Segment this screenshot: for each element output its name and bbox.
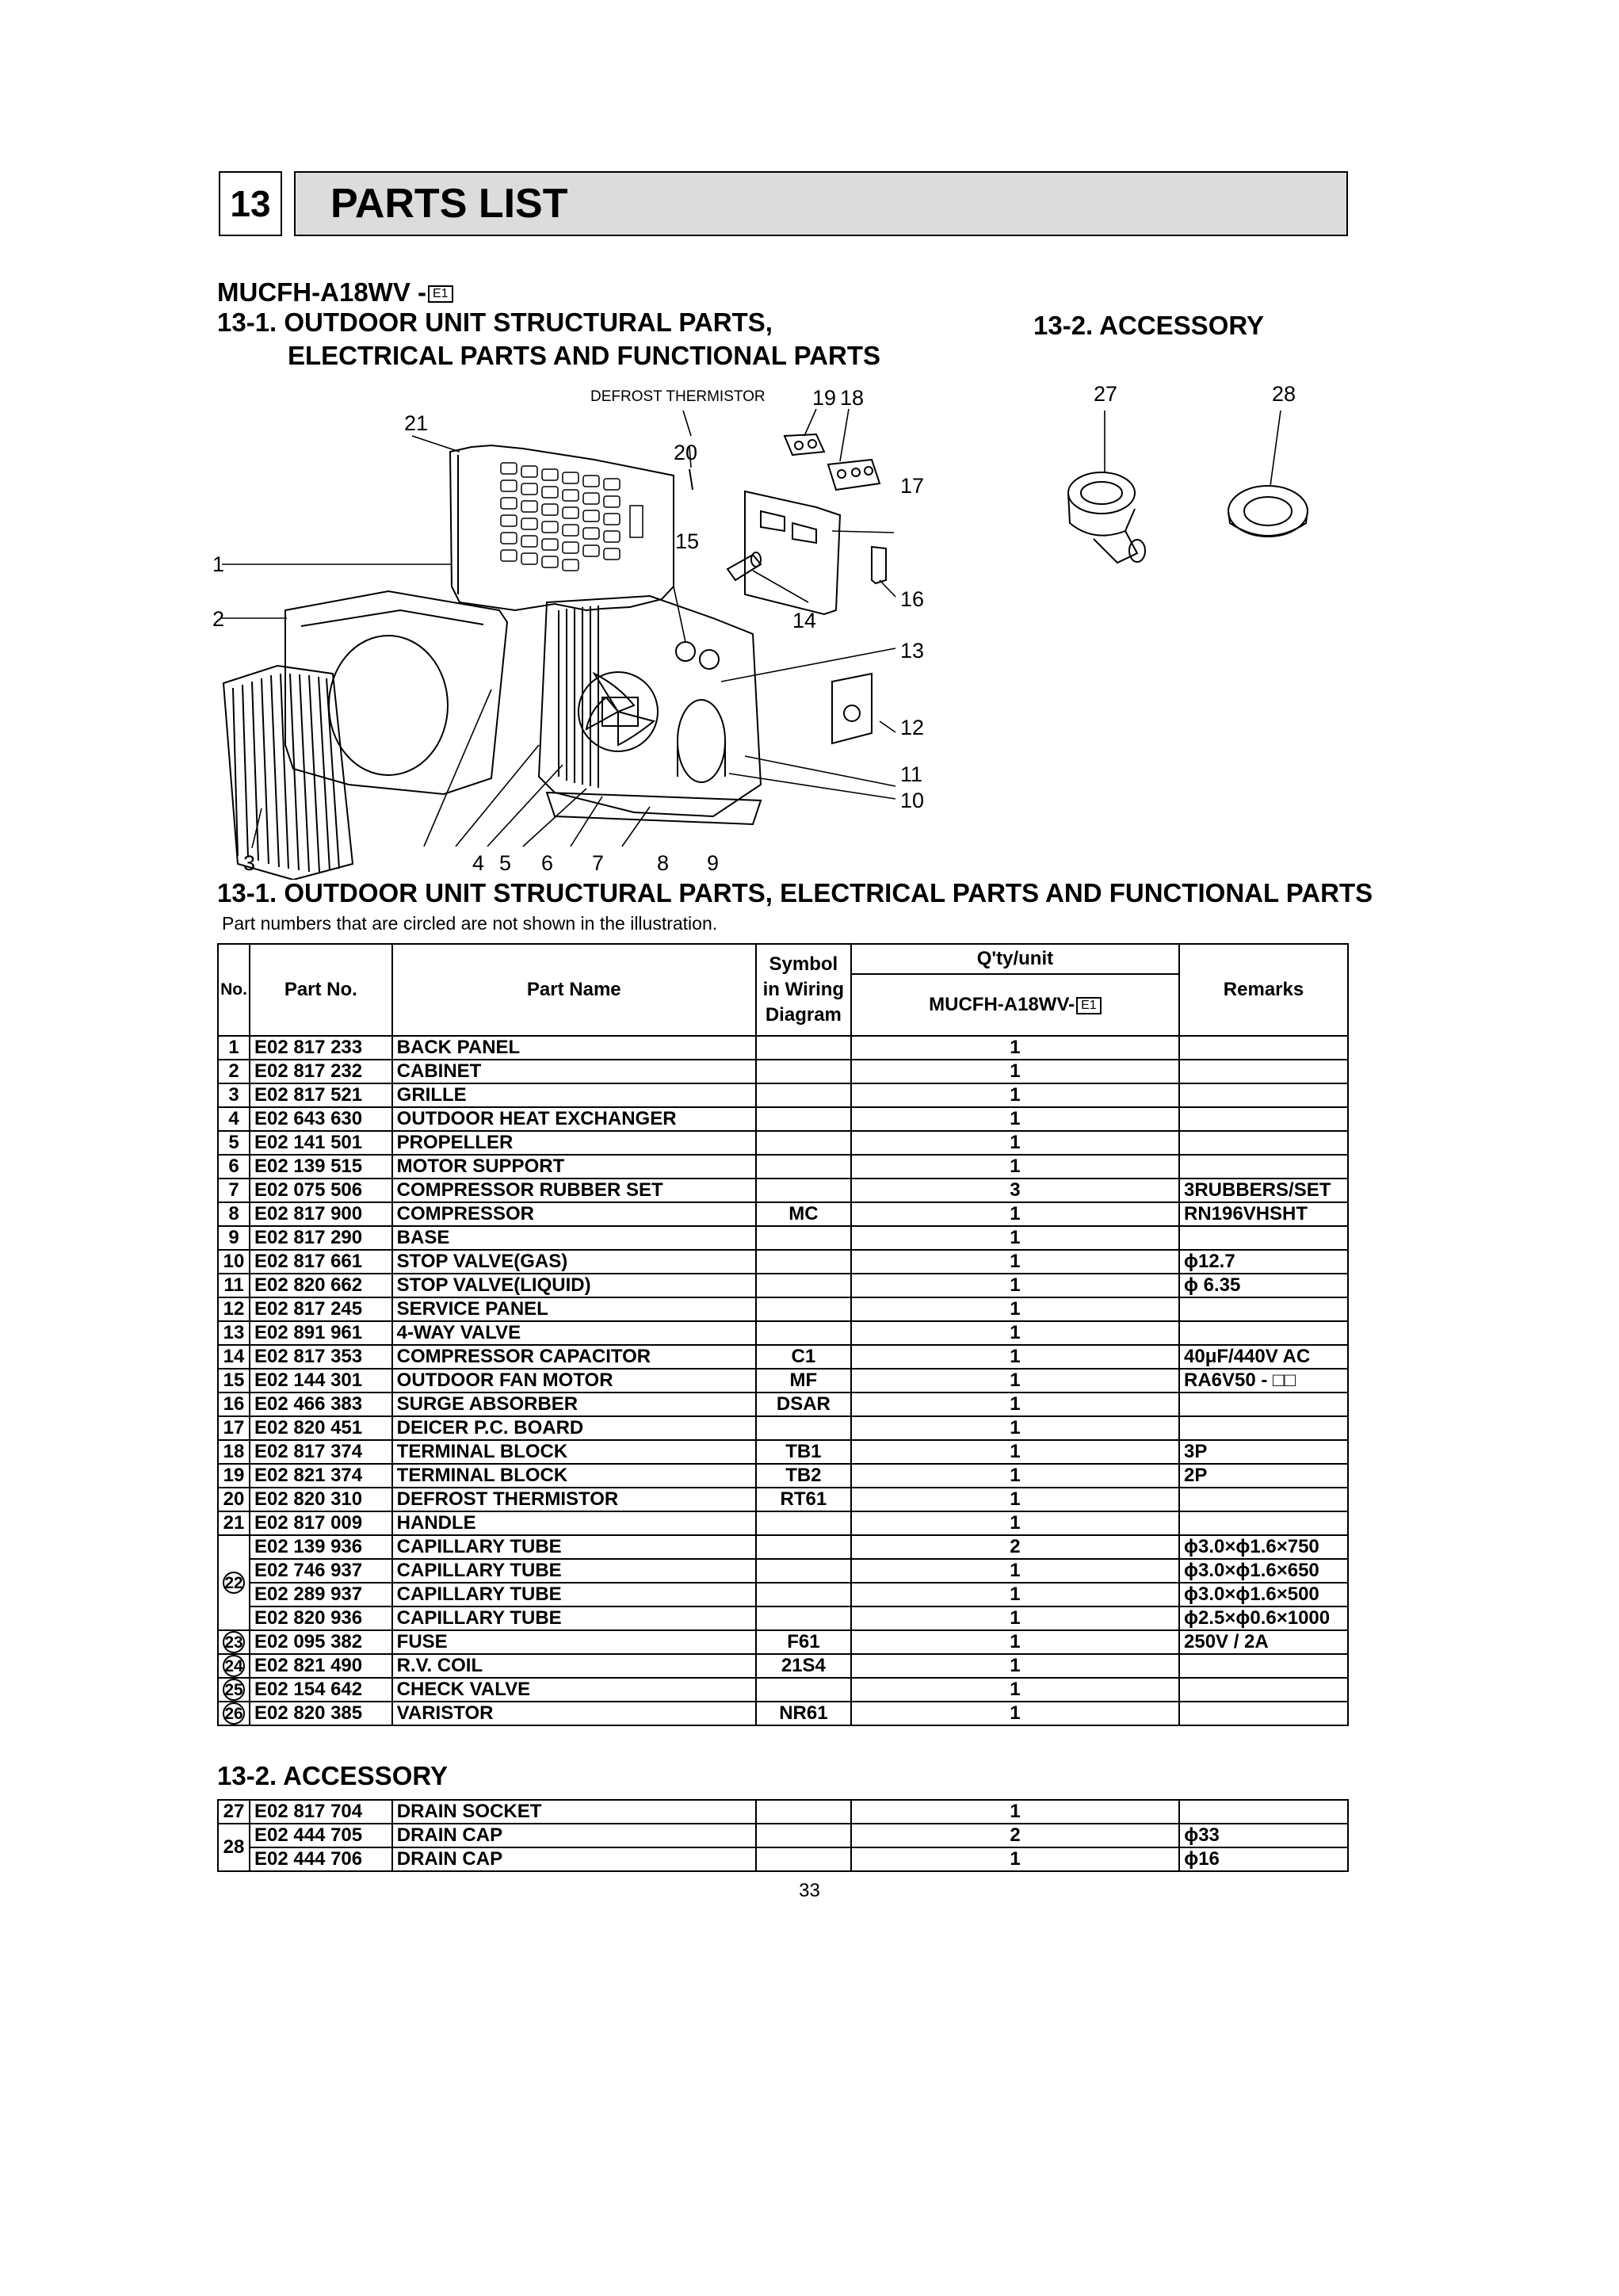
remarks: 250V / 2A — [1179, 1630, 1348, 1654]
row-number: 16 — [218, 1392, 250, 1416]
wiring-symbol: RT61 — [756, 1488, 851, 1511]
circled-row-number: 24 — [223, 1655, 245, 1677]
remarks: 40μF/440V AC — [1179, 1345, 1348, 1369]
col-symbol — [756, 944, 851, 1036]
row-number: 13 — [218, 1321, 250, 1345]
row-number: 18 — [218, 1440, 250, 1464]
table-row — [218, 1654, 1348, 1678]
row-number: 5 — [218, 1131, 250, 1155]
remarks: ϕ16 — [1179, 1847, 1348, 1871]
wiring-symbol: DSAR — [756, 1392, 851, 1416]
wiring-symbol — [756, 1155, 851, 1179]
table-row — [218, 1535, 1348, 1559]
part-name: DEICER P.C. BOARD — [392, 1416, 756, 1440]
part-number: E02 139 936 — [250, 1535, 392, 1559]
accessory-table — [217, 1799, 1349, 1872]
row-number: 7 — [218, 1179, 250, 1202]
callout-8: 8 — [657, 851, 670, 875]
remarks: 2P — [1179, 1464, 1348, 1488]
part-name: CAPILLARY TUBE — [392, 1535, 756, 1559]
callout-4: 4 — [472, 851, 485, 875]
part-number: E02 820 310 — [250, 1488, 392, 1511]
page-number: 33 — [799, 1880, 820, 1901]
table-row — [218, 1440, 1348, 1464]
part-number: E02 289 937 — [250, 1583, 392, 1606]
part-name: CAPILLARY TUBE — [392, 1606, 756, 1630]
table-row — [218, 1824, 1348, 1847]
quantity: 1 — [851, 1559, 1179, 1583]
row-number: 9 — [218, 1226, 250, 1250]
remarks: RN196VHSHT — [1179, 1202, 1348, 1226]
part-name: CHECK VALVE — [392, 1678, 756, 1702]
part-name: OUTDOOR HEAT EXCHANGER — [392, 1107, 756, 1131]
remarks — [1179, 1488, 1348, 1511]
wiring-symbol — [756, 1847, 851, 1871]
part-name: TERMINAL BLOCK — [392, 1464, 756, 1488]
part-number: E02 643 630 — [250, 1107, 392, 1131]
remarks — [1179, 1060, 1348, 1083]
quantity: 1 — [851, 1345, 1179, 1369]
row-number: 27 — [218, 1800, 250, 1824]
remarks — [1179, 1083, 1348, 1107]
wiring-symbol — [756, 1179, 851, 1202]
callout-18: 18 — [840, 386, 865, 410]
row-number: 14 — [218, 1345, 250, 1369]
callout-11: 11 — [900, 762, 923, 786]
part-name: SERVICE PANEL — [392, 1297, 756, 1321]
row-number — [218, 1654, 250, 1678]
part-number: E02 817 900 — [250, 1202, 392, 1226]
remarks: ϕ33 — [1179, 1824, 1348, 1847]
row-number: 2 — [218, 1060, 250, 1083]
part-number: E02 817 245 — [250, 1297, 392, 1321]
part-name: DRAIN CAP — [392, 1847, 756, 1871]
row-number: 12 — [218, 1297, 250, 1321]
wiring-symbol: NR61 — [756, 1702, 851, 1725]
callout-5: 5 — [499, 851, 512, 875]
quantity: 1 — [851, 1847, 1179, 1871]
table-row — [218, 1202, 1348, 1226]
row-number: 3 — [218, 1083, 250, 1107]
table-row — [218, 1678, 1348, 1702]
part-name: TERMINAL BLOCK — [392, 1440, 756, 1464]
part-number: E02 817 704 — [250, 1800, 392, 1824]
quantity: 1 — [851, 1678, 1179, 1702]
chassis-drawing — [539, 596, 761, 824]
quantity: 1 — [851, 1800, 1179, 1824]
col-model — [851, 974, 1179, 1036]
col-no: No. — [218, 944, 250, 1036]
remarks — [1179, 1226, 1348, 1250]
row-number — [218, 1702, 250, 1725]
row-number — [218, 1678, 250, 1702]
callout-20: 20 — [674, 441, 698, 464]
model-suffix-box: E1 — [428, 285, 453, 303]
part-name: 4-WAY VALVE — [392, 1321, 756, 1345]
remarks — [1179, 1107, 1348, 1131]
part-number: E02 444 706 — [250, 1847, 392, 1871]
remarks: RA6V50 - □□ — [1179, 1369, 1348, 1392]
remarks: ϕ 6.35 — [1179, 1274, 1348, 1297]
row-number: 17 — [218, 1416, 250, 1440]
part-number: E02 820 451 — [250, 1416, 392, 1440]
table-row — [218, 1559, 1348, 1583]
quantity: 2 — [851, 1535, 1179, 1559]
callout-27: 27 — [1094, 382, 1118, 406]
callout-12: 12 — [900, 716, 925, 739]
row-number: 1 — [218, 1036, 250, 1060]
callout-10: 10 — [900, 789, 925, 812]
remarks — [1179, 1800, 1348, 1824]
part-name: STOP VALVE(LIQUID) — [392, 1274, 756, 1297]
part-name: CAPILLARY TUBE — [392, 1583, 756, 1606]
quantity: 1 — [851, 1511, 1179, 1535]
wiring-symbol: MF — [756, 1369, 851, 1392]
table-row — [218, 1274, 1348, 1297]
quantity: 1 — [851, 1060, 1179, 1083]
remarks: ϕ12.7 — [1179, 1250, 1348, 1274]
table-row — [218, 1107, 1348, 1131]
quantity: 3 — [851, 1179, 1179, 1202]
quantity: 1 — [851, 1155, 1179, 1179]
part-name: BASE — [392, 1226, 756, 1250]
table-row — [218, 1369, 1348, 1392]
part-number: E02 820 662 — [250, 1274, 392, 1297]
part-number: E02 817 521 — [250, 1083, 392, 1107]
row-number — [218, 1535, 250, 1630]
remarks — [1179, 1678, 1348, 1702]
parts-table-body — [218, 1036, 1348, 1725]
quantity: 1 — [851, 1321, 1179, 1345]
callout-6: 6 — [541, 851, 554, 875]
wiring-symbol — [756, 1559, 851, 1583]
page-title: PARTS LIST — [294, 171, 1348, 236]
wiring-symbol — [756, 1321, 851, 1345]
wiring-symbol — [756, 1800, 851, 1824]
wiring-symbol: F61 — [756, 1630, 851, 1654]
table-row — [218, 1226, 1348, 1250]
col-qty: Q'ty/unit — [851, 944, 1179, 974]
table-row — [218, 1488, 1348, 1511]
wiring-symbol: C1 — [756, 1345, 851, 1369]
quantity: 1 — [851, 1702, 1179, 1725]
table-row — [218, 1297, 1348, 1321]
quantity: 1 — [851, 1369, 1179, 1392]
part-number: E02 817 233 — [250, 1036, 392, 1060]
table-row — [218, 1155, 1348, 1179]
part-name: R.V. COIL — [392, 1654, 756, 1678]
callout-7: 7 — [592, 851, 605, 875]
quantity: 1 — [851, 1036, 1179, 1060]
section-1-heading-line1: 13-1. OUTDOOR UNIT STRUCTURAL PARTS, — [217, 308, 773, 337]
wiring-symbol — [756, 1060, 851, 1083]
quantity: 1 — [851, 1583, 1179, 1606]
quantity: 1 — [851, 1202, 1179, 1226]
table-row — [218, 1345, 1348, 1369]
remarks — [1179, 1654, 1348, 1678]
model-heading — [217, 277, 453, 308]
part-name: PROPELLER — [392, 1131, 756, 1155]
part-number: E02 817 232 — [250, 1060, 392, 1083]
table-row — [218, 1321, 1348, 1345]
parts-table — [217, 943, 1349, 1726]
part-name: FUSE — [392, 1630, 756, 1654]
part-name: STOP VALVE(GAS) — [392, 1250, 756, 1274]
defrost-thermistor-label: DEFROST THERMISTOR — [590, 388, 766, 405]
quantity: 1 — [851, 1226, 1179, 1250]
row-number: 6 — [218, 1155, 250, 1179]
wiring-symbol — [756, 1226, 851, 1250]
wiring-symbol — [756, 1824, 851, 1847]
remarks — [1179, 1297, 1348, 1321]
wiring-symbol — [756, 1535, 851, 1559]
table-note: Part numbers that are circled are not shown in the illustration. — [222, 913, 718, 934]
table-row — [218, 1416, 1348, 1440]
remarks — [1179, 1511, 1348, 1535]
quantity: 1 — [851, 1416, 1179, 1440]
wiring-symbol — [756, 1297, 851, 1321]
table-row — [218, 1606, 1348, 1630]
row-number: 19 — [218, 1464, 250, 1488]
callout-19: 19 — [812, 386, 837, 410]
callout-14: 14 — [792, 609, 817, 632]
part-name: OUTDOOR FAN MOTOR — [392, 1369, 756, 1392]
table-row — [218, 1847, 1348, 1871]
remarks — [1179, 1131, 1348, 1155]
part-number: E02 141 501 — [250, 1131, 392, 1155]
part-name: VARISTOR — [392, 1702, 756, 1725]
callout-15: 15 — [675, 529, 700, 553]
part-number: E02 154 642 — [250, 1678, 392, 1702]
row-number: 4 — [218, 1107, 250, 1131]
section-2-heading: 13-2. ACCESSORY — [1033, 311, 1264, 340]
row-number: 28 — [218, 1824, 250, 1871]
part-number: E02 466 383 — [250, 1392, 392, 1416]
quantity: 2 — [851, 1824, 1179, 1847]
wiring-symbol: TB2 — [756, 1464, 851, 1488]
part-name: DRAIN SOCKET — [392, 1800, 756, 1824]
part-name: BACK PANEL — [392, 1036, 756, 1060]
col-remarks: Remarks — [1179, 944, 1348, 1036]
wiring-symbol — [756, 1606, 851, 1630]
part-number: E02 444 705 — [250, 1824, 392, 1847]
exploded-view-diagram — [206, 372, 1355, 880]
table-row — [218, 1060, 1348, 1083]
wiring-symbol — [756, 1583, 851, 1606]
thermistor-drawing — [689, 469, 693, 490]
circled-row-number: 22 — [223, 1572, 245, 1594]
part-name: GRILLE — [392, 1083, 756, 1107]
row-number: 8 — [218, 1202, 250, 1226]
callout-16: 16 — [900, 587, 925, 611]
part-number: E02 817 009 — [250, 1511, 392, 1535]
part-number: E02 817 290 — [250, 1226, 392, 1250]
part-number: E02 817 374 — [250, 1440, 392, 1464]
circled-row-number: 25 — [223, 1679, 245, 1701]
part-number: E02 095 382 — [250, 1630, 392, 1654]
quantity: 1 — [851, 1083, 1179, 1107]
callout-17: 17 — [900, 474, 925, 498]
wiring-symbol — [756, 1131, 851, 1155]
part-name: COMPRESSOR CAPACITOR — [392, 1345, 756, 1369]
wiring-symbol — [756, 1274, 851, 1297]
remarks: ϕ3.0×ϕ1.6×650 — [1179, 1559, 1348, 1583]
quantity: 1 — [851, 1274, 1179, 1297]
table-row — [218, 1083, 1348, 1107]
quantity: 1 — [851, 1488, 1179, 1511]
wiring-symbol: MC — [756, 1202, 851, 1226]
part-name: COMPRESSOR RUBBER SET — [392, 1179, 756, 1202]
col-symbol-l1: Symbol — [769, 953, 838, 975]
row-number: 21 — [218, 1511, 250, 1535]
row-number: 10 — [218, 1250, 250, 1274]
table-row — [218, 1583, 1348, 1606]
remarks: ϕ2.5×ϕ0.6×1000 — [1179, 1606, 1348, 1630]
quantity: 1 — [851, 1606, 1179, 1630]
remarks: 3P — [1179, 1440, 1348, 1464]
pcb-drawing — [745, 491, 886, 614]
table-row — [218, 1702, 1348, 1725]
table-row — [218, 1131, 1348, 1155]
cabinet-drawing — [285, 591, 507, 794]
col-model-box: E1 — [1076, 997, 1102, 1014]
part-number: E02 746 937 — [250, 1559, 392, 1583]
part-number: E02 144 301 — [250, 1369, 392, 1392]
part-name: COMPRESSOR — [392, 1202, 756, 1226]
leader-lines — [222, 409, 1281, 848]
grille-drawing — [223, 666, 353, 880]
part-name: MOTOR SUPPORT — [392, 1155, 756, 1179]
remarks — [1179, 1155, 1348, 1179]
quantity: 1 — [851, 1630, 1179, 1654]
table-row — [218, 1511, 1348, 1535]
part-name: DEFROST THERMISTOR — [392, 1488, 756, 1511]
wiring-symbol — [756, 1416, 851, 1440]
callout-2: 2 — [212, 607, 225, 631]
circled-row-number: 26 — [223, 1702, 245, 1725]
quantity: 1 — [851, 1392, 1179, 1416]
row-number: 20 — [218, 1488, 250, 1511]
part-name: HANDLE — [392, 1511, 756, 1535]
table-row — [218, 1036, 1348, 1060]
col-symbol-l2: in Wiring — [762, 979, 845, 1000]
table-heading: 13-1. OUTDOOR UNIT STRUCTURAL PARTS, ELECTRICAL PARTS AND FUNCTIONAL PARTS — [217, 878, 1373, 907]
remarks — [1179, 1392, 1348, 1416]
callout-1: 1 — [212, 552, 225, 576]
table-row — [218, 1630, 1348, 1654]
part-name: CAPILLARY TUBE — [392, 1559, 756, 1583]
circled-row-number: 23 — [223, 1631, 245, 1653]
quantity: 1 — [851, 1297, 1179, 1321]
part-number: E02 821 490 — [250, 1654, 392, 1678]
wiring-symbol — [756, 1036, 851, 1060]
section-1-heading-line2: ELECTRICAL PARTS AND FUNCTIONAL PARTS — [288, 341, 880, 370]
remarks — [1179, 1036, 1348, 1060]
table-row — [218, 1250, 1348, 1274]
drain-socket-drawing — [1068, 472, 1145, 563]
quantity: 1 — [851, 1107, 1179, 1131]
model-name: MUCFH-A18WV - — [217, 277, 426, 307]
accessory-table-body — [218, 1800, 1348, 1871]
quantity: 1 — [851, 1250, 1179, 1274]
row-number — [218, 1630, 250, 1654]
part-number: E02 817 353 — [250, 1345, 392, 1369]
remarks: ϕ3.0×ϕ1.6×500 — [1179, 1583, 1348, 1606]
drain-cap-drawing — [1228, 486, 1308, 537]
remarks: ϕ3.0×ϕ1.6×750 — [1179, 1535, 1348, 1559]
col-part-no: Part No. — [250, 944, 392, 1036]
remarks — [1179, 1416, 1348, 1440]
callout-21: 21 — [404, 411, 429, 435]
part-number: E02 820 936 — [250, 1606, 392, 1630]
quantity: 1 — [851, 1464, 1179, 1488]
wiring-symbol — [756, 1107, 851, 1131]
part-name: SURGE ABSORBER — [392, 1392, 756, 1416]
wiring-symbol — [756, 1250, 851, 1274]
remarks — [1179, 1321, 1348, 1345]
section-number-box: 13 — [219, 171, 282, 236]
part-number: E02 817 661 — [250, 1250, 392, 1274]
remarks — [1179, 1702, 1348, 1725]
wiring-symbol — [756, 1511, 851, 1535]
part-number: E02 075 506 — [250, 1179, 392, 1202]
wiring-symbol — [756, 1083, 851, 1107]
terminal-blocks-drawing — [785, 434, 880, 490]
wiring-symbol: 21S4 — [756, 1654, 851, 1678]
quantity: 1 — [851, 1131, 1179, 1155]
table-row — [218, 1800, 1348, 1824]
wiring-symbol: TB1 — [756, 1440, 851, 1464]
service-panel-drawing — [832, 674, 872, 743]
part-number: E02 821 374 — [250, 1464, 392, 1488]
quantity: 1 — [851, 1654, 1179, 1678]
row-number: 11 — [218, 1274, 250, 1297]
col-part-name: Part Name — [392, 944, 756, 1036]
part-number: E02 820 385 — [250, 1702, 392, 1725]
col-model-name: MUCFH-A18WV- — [929, 994, 1075, 1015]
accessory-heading: 13-2. ACCESSORY — [217, 1761, 448, 1790]
part-number: E02 891 961 — [250, 1321, 392, 1345]
table-row — [218, 1464, 1348, 1488]
callout-3: 3 — [243, 851, 256, 875]
back-panel-drawing — [450, 445, 674, 610]
callout-13: 13 — [900, 639, 925, 663]
wiring-symbol — [756, 1678, 851, 1702]
callout-9: 9 — [707, 851, 720, 875]
part-number: E02 139 515 — [250, 1155, 392, 1179]
table-row — [218, 1392, 1348, 1416]
table-row — [218, 1179, 1348, 1202]
quantity: 1 — [851, 1440, 1179, 1464]
remarks: 3RUBBERS/SET — [1179, 1179, 1348, 1202]
part-name: DRAIN CAP — [392, 1824, 756, 1847]
col-symbol-l3: Diagram — [765, 1004, 842, 1026]
row-number: 15 — [218, 1369, 250, 1392]
part-name: CABINET — [392, 1060, 756, 1083]
callout-28: 28 — [1272, 382, 1296, 406]
